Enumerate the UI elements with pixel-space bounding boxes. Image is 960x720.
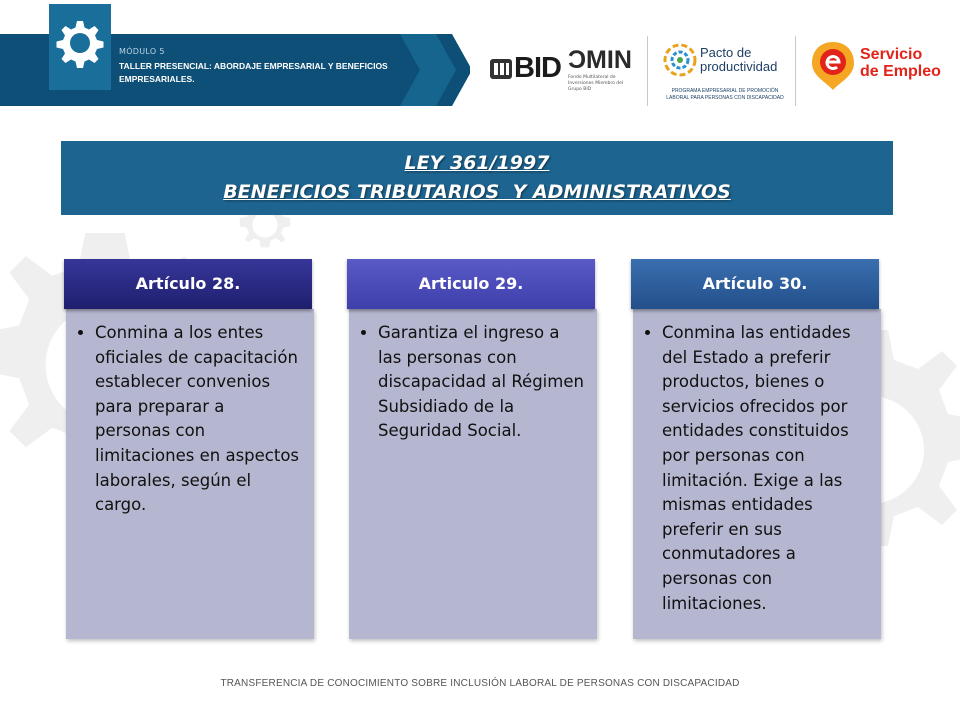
fomin-logo-subtitle: Fondo Multilateral de Inversiones Miembro del Grupo BID <box>568 75 624 92</box>
gear-icon <box>55 18 105 68</box>
servicio-empleo-logo <box>810 40 941 96</box>
article-30-body <box>633 309 881 639</box>
article-30-title: Artículo 30. <box>631 259 879 309</box>
empleo-logo-text <box>860 46 960 80</box>
pacto-logo-subtitle: PROGRAMA EMPRESARIAL DE PROMOCIÓN LABORAL PARA PERSONAS CON DISCAPACIDAD <box>666 88 784 101</box>
article-29-card <box>347 259 595 639</box>
empleo-logo-line1: Servicio <box>860 46 923 63</box>
article-28-text: • Conmina a los entes oficiales de capacitación establecer convenios para preparar a personas con limitaciones en aspectos laborales, según el cargo. <box>95 321 304 518</box>
fomin-logo-text: ƆMIN <box>568 46 632 74</box>
empleo-logo-line2: de Empleo <box>860 63 941 80</box>
article-28-title: Artículo 28. <box>64 259 312 309</box>
logo-divider <box>795 36 796 106</box>
module-label: MÓDULO 5 <box>119 47 165 56</box>
article-29-body <box>349 309 597 639</box>
law-subtitle: BENEFICIOS TRIBUTARIOS Y ADMINISTRATIVOS <box>223 181 731 203</box>
law-title: LEY 361/1997 <box>404 152 550 174</box>
module-title: TALLER PRESENCIAL: ABORDAJE EMPRESARIAL Y BENEFICIOS EMPRESARIALES. <box>119 61 388 84</box>
article-30-card <box>631 259 879 639</box>
logo-divider <box>647 36 648 106</box>
bid-logo-text: BID <box>514 52 561 84</box>
empleo-emblem-icon <box>810 40 856 92</box>
fomin-logo <box>568 46 638 93</box>
article-28-body <box>66 309 314 639</box>
article-30-text: • Conmina las entidades del Estado a preferir productos, bienes o servicios ofrecidos por entidades constituidos por personas con limitación. Exige a las mismas entidades preferir en sus conmutadores a personas con limitaciones. <box>662 321 871 616</box>
pacto-logo-title: Pacto de productividad <box>700 45 778 74</box>
footer-text: TRANSFERENCIA DE CONOCIMIENTO SOBRE INCLUSIÓN LABORAL DE PERSONAS CON DISCAPACIDAD <box>220 678 740 689</box>
article-29-text: • Garantiza el ingreso a las personas con discapacidad al Régimen Subsidiado de la Seguridad Social. <box>378 321 587 444</box>
module-text <box>119 47 409 86</box>
bid-logo <box>488 52 561 85</box>
module-gear-box <box>49 4 111 90</box>
article-28-card <box>64 259 312 639</box>
bid-emblem-icon <box>488 56 514 82</box>
pacto-logo <box>660 40 784 101</box>
law-title-banner <box>61 141 893 215</box>
article-29-title: Articulo 29. <box>347 259 595 309</box>
partner-logos <box>484 34 954 104</box>
pacto-emblem-icon <box>660 40 700 80</box>
